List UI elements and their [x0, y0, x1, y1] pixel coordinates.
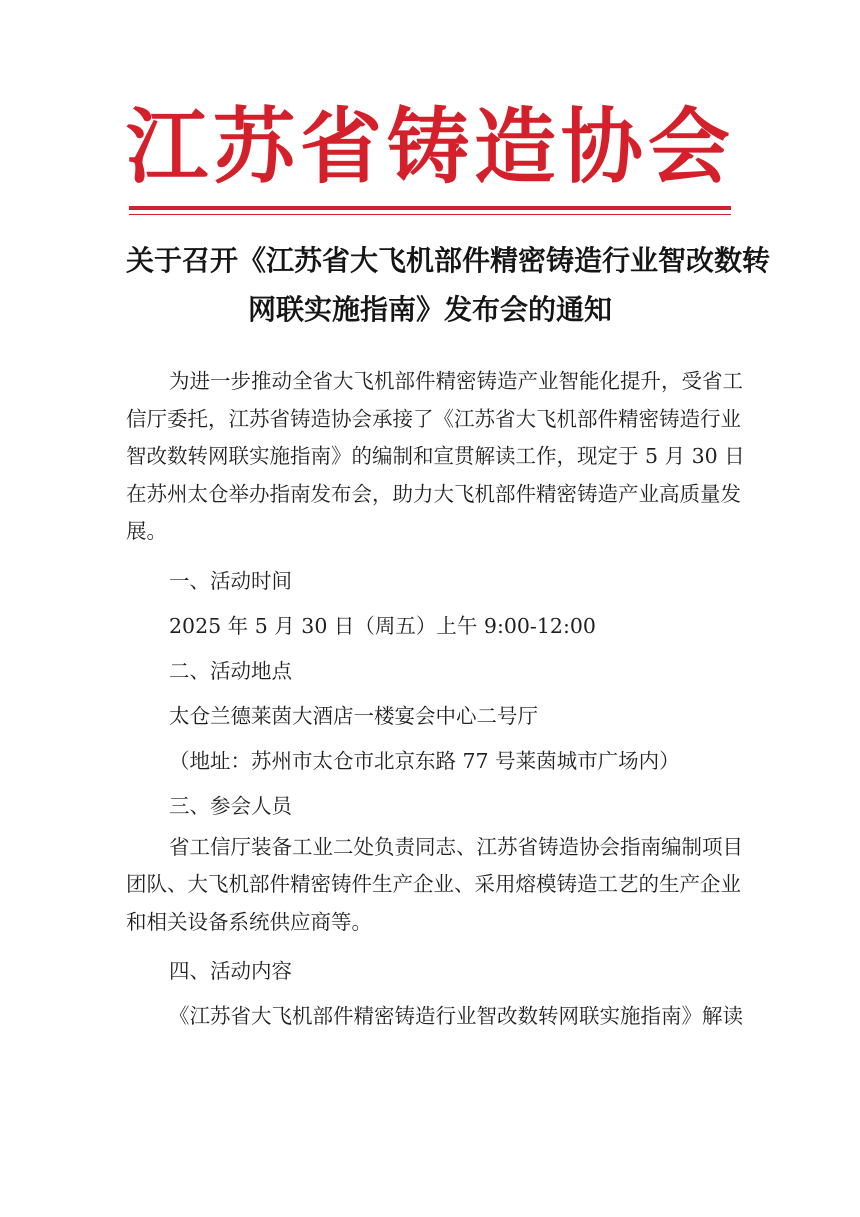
- letterhead-org-name: [126, 92, 730, 202]
- activity-address: （地址：苏州市太仓市北京东路 77 号莱茵城市广场内）: [169, 748, 680, 773]
- intro-line: 信厅委托，江苏省铸造协会承接了《江苏省大飞机部件精密铸造行业: [126, 406, 741, 431]
- letterhead-char: 省: [299, 99, 382, 195]
- letterhead-char: 会: [647, 99, 730, 195]
- section-heading-content: 四、活动内容: [169, 959, 292, 983]
- section-heading-time: 一、活动时间: [169, 568, 292, 593]
- attendees-line: 省工信厅装备工业二处负责同志、江苏省铸造协会指南编制项目: [169, 834, 743, 859]
- letterhead-divider-thin: [129, 214, 731, 215]
- section-heading-attendees: 三、参会人员: [169, 793, 292, 818]
- intro-line: 智改数转网联实施指南》的编制和宣贯解读工作，现定于 5 月 30 日: [126, 444, 745, 468]
- letterhead-char: 江: [126, 99, 209, 195]
- document-body: [126, 363, 745, 1039]
- letterhead-char: 苏: [212, 99, 295, 195]
- attendees-line: 和相关设备系统供应商等。: [126, 909, 372, 934]
- intro-line: 展。: [126, 519, 167, 543]
- intro-paragraph: [126, 363, 745, 551]
- section-heading-location: 二、活动地点: [169, 658, 292, 683]
- document-title-line: 关于召开《江苏省大飞机部件精密铸造行业智改数转: [126, 244, 771, 277]
- attendees-paragraph: [126, 829, 743, 942]
- attendees-line: 团队、大飞机部件精密铸件生产企业、采用熔模铸造工艺的生产企业: [126, 872, 741, 896]
- activity-content-line: 《江苏省大飞机部件精密铸造行业智改数转网联实施指南》解读: [169, 1004, 743, 1028]
- document-title-line: 网联实施指南》发布会的通知: [247, 293, 612, 326]
- intro-line: 为进一步推动全省大飞机部件精密铸造产业智能化提升，受省工: [169, 369, 743, 393]
- activity-time-value: 2025 年 5 月 30 日（周五）上午 9:00-12:00: [169, 613, 596, 638]
- letterhead-divider-thick: [129, 206, 731, 210]
- activity-venue: 太仓兰德莱茵大酒店一楼宴会中心二号厅: [169, 703, 538, 728]
- letterhead-char: 铸: [386, 99, 469, 195]
- letterhead-char: 协: [560, 99, 643, 195]
- letterhead-char: 造: [473, 99, 556, 195]
- document-title: [126, 236, 771, 334]
- intro-line: 在苏州太仓举办指南发布会，助力大飞机部件精密铸造产业高质量发: [126, 481, 741, 506]
